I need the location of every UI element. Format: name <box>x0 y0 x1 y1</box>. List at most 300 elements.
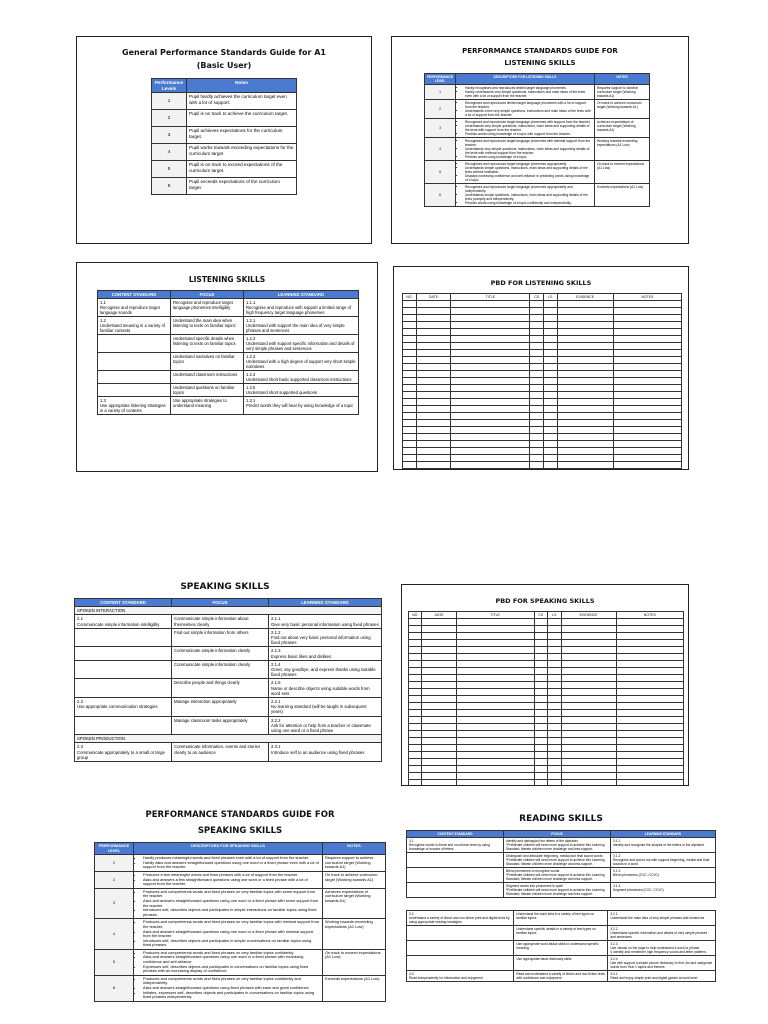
empty-cell <box>561 675 616 682</box>
empty-cell <box>544 427 558 434</box>
empty-cell <box>544 336 558 343</box>
empty-cell <box>451 378 530 385</box>
content-cell <box>407 883 504 898</box>
empty-cell <box>548 780 561 787</box>
table-row <box>407 971 716 982</box>
empty-cell <box>544 378 558 385</box>
empty-cell <box>409 626 422 633</box>
listening-standards-table <box>97 290 359 415</box>
empty-cell <box>403 392 417 399</box>
table-row <box>75 698 382 717</box>
empty-cell <box>456 752 534 759</box>
empty-cell <box>416 350 451 357</box>
table-row <box>407 911 716 926</box>
content-cell: 1.1 Recognise and reproduce target language sounds <box>98 299 171 317</box>
empty-cell <box>534 752 547 759</box>
level-cell: 6 <box>95 975 134 1001</box>
empty-row <box>403 427 682 434</box>
col-header-learning: LEARNING STANDARD <box>611 831 716 838</box>
content-cell <box>407 956 514 971</box>
descriptor-list <box>458 86 592 98</box>
col-header: LS <box>544 294 558 301</box>
content-cell <box>98 384 171 397</box>
card-listening-performance-guide <box>391 36 689 244</box>
descriptor-item: • Produces and comprehends words and fixed phrases on very familiar topics confidently. <box>143 951 320 956</box>
empty-cell <box>530 350 544 357</box>
empty-row <box>403 336 682 343</box>
col-header: NO. <box>403 294 417 301</box>
learning-cell: 3.3.1 Read and enjoy simple print and digital games at word level <box>608 971 716 982</box>
empty-cell <box>534 759 547 766</box>
empty-cell <box>613 378 682 385</box>
descriptor-item: • Introduces self, describes objects and participates in simple interactions on familiar topics using fixed phrases. <box>143 908 320 917</box>
card-general-performance-standards <box>76 36 372 244</box>
empty-row <box>403 315 682 322</box>
empty-cell <box>456 640 534 647</box>
empty-cell <box>451 357 530 364</box>
descriptor-cell <box>456 161 595 184</box>
descriptor-item: • Produces and comprehends words and fixed phrases on very familiar topics confidently and independently. <box>143 977 320 986</box>
empty-row <box>403 462 682 469</box>
empty-cell <box>548 731 561 738</box>
level-cell: 2 <box>425 100 456 119</box>
empty-cell <box>416 357 451 364</box>
card3-title: LISTENING SKILLS <box>188 275 266 284</box>
empty-cell <box>422 773 456 780</box>
table-row <box>95 888 386 919</box>
empty-cell <box>416 427 451 434</box>
empty-row <box>403 301 682 308</box>
col-header-content: CONTENT STANDARD <box>98 291 171 299</box>
table-row <box>425 138 650 161</box>
empty-cell <box>557 315 613 322</box>
learning-cell: 1.2.4 Understand short basic supported classroom instructions <box>244 371 359 384</box>
empty-row <box>409 626 684 633</box>
empty-row <box>409 696 684 703</box>
learning-cell: 3.2.3 Use visuals on the page to help understand a word or phrase i) Identify and remember high frequency sound and letter patterns <box>608 941 716 956</box>
focus-cell: Identify and distinguish the letters of the alphabet *Preliterate children will need more support to achieve this Learning Standard, literate children more challenge and less support. <box>504 838 611 853</box>
focus-cell: Communicate information, events and stories clearly to an audience <box>172 743 269 762</box>
empty-cell <box>451 441 530 448</box>
card-reading-skills <box>404 808 718 1024</box>
empty-row <box>409 773 684 780</box>
content-cell: 1.2 Understand meaning in a variety of familiar contexts <box>98 317 171 335</box>
empty-cell <box>451 448 530 455</box>
empty-cell <box>403 413 417 420</box>
empty-cell <box>561 633 616 640</box>
empty-cell <box>613 455 682 462</box>
empty-row <box>403 441 682 448</box>
empty-cell <box>530 455 544 462</box>
empty-cell <box>534 766 547 773</box>
content-cell <box>407 868 504 883</box>
empty-cell <box>422 731 456 738</box>
empty-cell <box>416 378 451 385</box>
empty-cell <box>557 413 613 420</box>
empty-cell <box>561 759 616 766</box>
empty-cell <box>409 745 422 752</box>
empty-cell <box>456 696 534 703</box>
col-header-level: PERFORMANCE LEVEL <box>425 74 456 85</box>
empty-row <box>403 413 682 420</box>
descriptor-item: • Predicts words using knowledge of a topic confidently and independently. <box>465 201 592 205</box>
table-row <box>98 317 359 335</box>
empty-cell <box>613 427 682 434</box>
empty-cell <box>561 647 616 654</box>
empty-cell <box>456 654 534 661</box>
content-cell <box>98 353 171 371</box>
descriptor-cell <box>134 949 323 975</box>
empty-cell <box>409 724 422 731</box>
empty-cell <box>616 710 683 717</box>
note-cell: Pupil is on track to exceed expectations of the curriculum target. <box>187 161 297 178</box>
empty-cell <box>416 420 451 427</box>
empty-row <box>403 455 682 462</box>
empty-cell <box>616 633 683 640</box>
empty-cell <box>534 780 547 787</box>
descriptor-item: • Introduces self, describes objects and participates in simple conversations on familiar topics using fixed phrases. <box>143 939 320 948</box>
empty-cell <box>534 731 547 738</box>
descriptor-cell <box>134 871 323 888</box>
empty-cell <box>422 745 456 752</box>
learning-cell: 2.3.1 Introduce self to an audience using fixed phrases <box>269 743 382 762</box>
content-cell: 2.2 Use appropriate communication strategies <box>75 698 172 717</box>
table-row <box>95 855 386 872</box>
descriptor-cell <box>456 119 595 138</box>
card2-subtitle: LISTENING SKILLS <box>504 59 576 67</box>
header-row <box>403 294 682 301</box>
empty-row <box>409 752 684 759</box>
table-row <box>98 397 359 415</box>
reading-standards-table-2 <box>406 910 716 982</box>
empty-cell <box>409 619 422 626</box>
descriptor-item: • Asks and answers straightforward questions using one word or a fixed phrase with increasing confidence and self-reliance. <box>143 955 320 964</box>
empty-cell <box>416 462 451 469</box>
empty-cell <box>422 647 456 654</box>
empty-cell <box>613 364 682 371</box>
empty-cell <box>416 364 451 371</box>
empty-cell <box>530 315 544 322</box>
col-header-level: PERFORMANCE LEVEL <box>95 843 134 855</box>
table-row <box>407 853 716 868</box>
card5-title: SPEAKING SKILLS <box>180 582 270 592</box>
empty-cell <box>616 675 683 682</box>
empty-cell <box>416 413 451 420</box>
empty-cell <box>416 392 451 399</box>
table-row <box>152 127 297 144</box>
col-header-learning: LEARNING STANDARD <box>244 291 359 299</box>
empty-cell <box>451 385 530 392</box>
empty-cell <box>416 371 451 378</box>
empty-cell <box>616 682 683 689</box>
descriptor-cell <box>134 919 323 950</box>
empty-row <box>409 647 684 654</box>
level-cell: 4 <box>425 138 456 161</box>
empty-row <box>409 619 684 626</box>
empty-row <box>409 689 684 696</box>
empty-row <box>403 420 682 427</box>
empty-cell <box>561 745 616 752</box>
empty-cell <box>616 745 683 752</box>
empty-cell <box>561 703 616 710</box>
content-cell <box>75 628 172 647</box>
col-header: DATE <box>422 612 456 619</box>
empty-cell <box>409 696 422 703</box>
focus-cell: Understand specific details in a variety of text types on familiar topics <box>514 926 608 941</box>
table-row <box>95 975 386 1001</box>
empty-cell <box>613 413 682 420</box>
card8-title: READING SKILLS <box>519 814 603 824</box>
learning-cell: 2.1.4 Greet, say goodbye, and express thanks using suitable fixed phrases <box>269 660 382 679</box>
empty-cell <box>544 399 558 406</box>
learning-cell: 2.1.1 Give very basic personal information using fixed phrases <box>269 615 382 628</box>
col-header-focus: FOCUS <box>172 599 269 607</box>
empty-cell <box>548 696 561 703</box>
empty-cell <box>613 399 682 406</box>
empty-cell <box>416 308 451 315</box>
section-row <box>75 607 382 615</box>
empty-cell <box>613 357 682 364</box>
note-cell: Exceeds expectations (A1 Low) <box>595 184 650 207</box>
descriptor-item: • Understands very simple questions, instructions, main ideas and supporting details of the texts with support from the teacher. <box>465 124 592 132</box>
focus-cell: Describe people and things clearly <box>172 679 269 698</box>
empty-row <box>403 448 682 455</box>
empty-cell <box>534 675 547 682</box>
descriptor-list <box>458 139 592 159</box>
col-header: CS <box>534 612 547 619</box>
descriptor-list <box>458 185 592 205</box>
empty-cell <box>557 336 613 343</box>
card2-title: PERFORMANCE STANDARDS GUIDE FOR <box>462 47 618 55</box>
table-row <box>75 647 382 660</box>
empty-cell <box>544 462 558 469</box>
empty-row <box>403 385 682 392</box>
empty-cell <box>544 392 558 399</box>
empty-row <box>409 710 684 717</box>
empty-cell <box>557 301 613 308</box>
empty-cell <box>403 308 417 315</box>
table-row <box>425 184 650 207</box>
note-cell: Working towards exceeding expectations (A1 Low) <box>323 919 386 950</box>
descriptor-cell <box>134 855 323 872</box>
empty-cell <box>544 329 558 336</box>
table-row <box>98 371 359 384</box>
empty-cell <box>544 455 558 462</box>
empty-cell <box>557 462 613 469</box>
table-row <box>407 956 716 971</box>
descriptor-list <box>136 890 320 918</box>
empty-cell <box>451 427 530 434</box>
empty-cell <box>456 689 534 696</box>
descriptor-item: • Hardly produces meaningful words and fixed phrases even with a lot of support from the teacher. <box>143 856 320 861</box>
focus-cell: Understand the main idea in a variety of text types on familiar topics <box>514 911 608 926</box>
table-row <box>407 838 716 853</box>
empty-cell <box>422 661 456 668</box>
empty-cell <box>451 434 530 441</box>
empty-cell <box>544 301 558 308</box>
empty-cell <box>530 462 544 469</box>
note-cell: Pupil works towards exceeding expectations for the curriculum target <box>187 144 297 161</box>
empty-row <box>403 357 682 364</box>
empty-cell <box>422 710 456 717</box>
empty-cell <box>530 357 544 364</box>
col-header: CS <box>530 294 544 301</box>
focus-cell: Communicate simple information clearly <box>172 647 269 660</box>
empty-cell <box>561 640 616 647</box>
empty-cell <box>548 675 561 682</box>
table-row <box>98 299 359 317</box>
learning-cell: 2.1.3 Express basic likes and dislikes <box>269 647 382 660</box>
learning-cell: 1.2.5 Understand short supported questions <box>244 384 359 397</box>
empty-cell <box>422 682 456 689</box>
table-row <box>95 919 386 950</box>
empty-cell <box>616 731 683 738</box>
card-listening-skills <box>76 262 378 472</box>
empty-cell <box>616 640 683 647</box>
empty-cell <box>416 448 451 455</box>
empty-cell <box>548 654 561 661</box>
empty-cell <box>403 434 417 441</box>
empty-cell <box>616 773 683 780</box>
focus-cell: Understand questions on familiar topics <box>171 384 244 397</box>
note-cell: Requires support to achieve curriculum target (Working towards A1) <box>323 855 386 872</box>
learning-cell: 2.1.5 Name or describe objects using suitable words from word sets <box>269 679 382 698</box>
descriptor-cell <box>456 100 595 119</box>
empty-cell <box>456 759 534 766</box>
level-cell: 5 <box>95 949 134 975</box>
col-header: TITLE <box>451 294 530 301</box>
performance-levels-table <box>151 78 297 195</box>
descriptor-item: • Recognises and reproduces limited target language phonemes with a lot of support from the teacher. <box>465 101 592 109</box>
content-cell <box>98 371 171 384</box>
empty-cell <box>409 654 422 661</box>
empty-cell <box>534 773 547 780</box>
empty-cell <box>416 385 451 392</box>
empty-row <box>409 633 684 640</box>
empty-cell <box>544 350 558 357</box>
empty-cell <box>548 703 561 710</box>
empty-cell <box>557 308 613 315</box>
empty-cell <box>544 448 558 455</box>
descriptor-item: • Produces and comprehends words and fixed phrases on very familiar topics with some support from the teacher. <box>143 890 320 899</box>
empty-cell <box>557 385 613 392</box>
empty-cell <box>548 745 561 752</box>
col-header: NOTES <box>613 294 682 301</box>
empty-cell <box>561 661 616 668</box>
card7-title: PERFORMANCE STANDARDS GUIDE FOR <box>145 810 335 820</box>
empty-cell <box>451 420 530 427</box>
descriptor-item: • Hardly recognises and reproduces limited target language phonemes. <box>465 86 592 90</box>
empty-cell <box>561 731 616 738</box>
empty-cell <box>548 647 561 654</box>
table-row <box>425 119 650 138</box>
empty-cell <box>456 661 534 668</box>
empty-cell <box>534 661 547 668</box>
empty-row <box>403 308 682 315</box>
empty-row <box>403 371 682 378</box>
col-header-focus: FOCUS <box>504 831 611 838</box>
empty-row <box>409 640 684 647</box>
content-cell: 3.3 Read independently for information and enjoyment <box>407 971 514 982</box>
empty-cell <box>561 682 616 689</box>
col-header-notes: Notes <box>187 79 297 93</box>
descriptor-cell <box>456 138 595 161</box>
empty-cell <box>456 780 534 787</box>
empty-cell <box>422 640 456 647</box>
empty-cell <box>548 689 561 696</box>
table-row <box>425 85 650 100</box>
empty-cell <box>548 661 561 668</box>
empty-cell <box>534 647 547 654</box>
empty-cell <box>403 455 417 462</box>
empty-cell <box>403 448 417 455</box>
focus-cell: Use appropriate strategies to understand meaning <box>171 397 244 415</box>
empty-cell <box>561 780 616 787</box>
note-cell: Requires support to achieve curriculum target (Working towards A1) <box>595 85 650 100</box>
empty-row <box>409 724 684 731</box>
empty-cell <box>403 406 417 413</box>
empty-cell <box>613 434 682 441</box>
empty-cell <box>456 675 534 682</box>
empty-cell <box>616 689 683 696</box>
empty-cell <box>613 329 682 336</box>
descriptor-item: • Predicts words using knowledge of a topic with support from the teacher. <box>465 132 592 136</box>
card-pbd-listening <box>393 266 689 470</box>
empty-cell <box>544 434 558 441</box>
empty-row <box>403 399 682 406</box>
col-header-content: CONTENT STANDARD <box>75 599 172 607</box>
note-cell: On track to exceed expectations (A1 Low) <box>323 949 386 975</box>
empty-cell <box>530 434 544 441</box>
level-cell: 4 <box>95 919 134 950</box>
descriptor-item: • Hardly asks and answers straightforward questions using one word or a fixed phrase even with a lot of support from the teacher. <box>143 861 320 870</box>
empty-row <box>403 434 682 441</box>
empty-cell <box>422 738 456 745</box>
content-cell: 2.1 Communicate simple information intelligibly <box>75 615 172 628</box>
empty-cell <box>613 462 682 469</box>
empty-cell <box>616 619 683 626</box>
empty-cell <box>616 724 683 731</box>
focus-cell: Understand narratives on familiar topics <box>171 353 244 371</box>
empty-cell <box>530 448 544 455</box>
table-row <box>75 615 382 628</box>
empty-cell <box>530 378 544 385</box>
empty-cell <box>416 322 451 329</box>
col-header: NOTES <box>616 612 683 619</box>
focus-cell: Manage interaction appropriately <box>172 698 269 717</box>
descriptor-item: • Initiates, expresses self, describes objects and participates in conversations on familiar topics using fixed phrases independently. <box>143 991 320 1000</box>
content-cell <box>75 679 172 698</box>
learning-cell: 1.3.1 Predict words they will hear by using knowledge of a topic <box>244 397 359 415</box>
descriptor-item: • Asks and answers a few straightforward questions using one word or a fixed phrase with a lot of support from the teacher. <box>143 878 320 887</box>
empty-row <box>409 682 684 689</box>
descriptor-item: • Expresses self, describes objects and participates in conversations on familiar topics using fixed phrases with an increasing display of confidence. <box>143 965 320 974</box>
empty-cell <box>422 780 456 787</box>
descriptor-list <box>458 101 592 117</box>
section-row <box>75 735 382 743</box>
empty-cell <box>557 406 613 413</box>
empty-cell <box>451 364 530 371</box>
empty-cell <box>530 364 544 371</box>
empty-cell <box>409 633 422 640</box>
empty-cell <box>530 441 544 448</box>
empty-cell <box>534 654 547 661</box>
empty-cell <box>456 738 534 745</box>
empty-cell <box>403 371 417 378</box>
empty-cell <box>456 703 534 710</box>
empty-cell <box>557 399 613 406</box>
content-cell <box>75 660 172 679</box>
